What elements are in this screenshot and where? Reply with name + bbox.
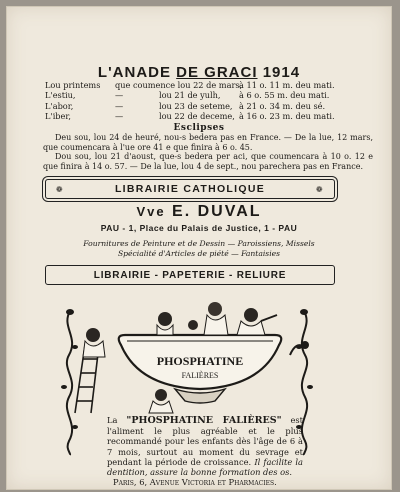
ornament-icon: ❁ xyxy=(56,184,65,194)
season-row xyxy=(45,101,375,111)
advert-article: La xyxy=(107,415,118,425)
season-date: lou 23 de seteme, xyxy=(159,100,233,111)
season-time: à 16 o. 23 m. deu mati. xyxy=(239,110,335,121)
bowl-label: PHOSPHATINE xyxy=(156,354,244,368)
eclipses-paragraph: Deu sou, lou 24 de heuré, nou-s bedera pas en France. — De la lue, 12 mars, que coumencara à l'ue ore 41 e que finira à 6 o. 45. xyxy=(43,133,373,152)
season-row xyxy=(45,80,375,90)
librairie-footer: LIBRAIRIE - PAPETERIE - RELIURE xyxy=(93,269,287,281)
bookseller-name-text: E. DUVAL xyxy=(172,203,262,220)
phosphatine-illustration xyxy=(65,295,335,415)
advert-italic: Il facilite la dentition, assure la bonne formation des os. xyxy=(107,456,303,478)
season-name: Lou printems xyxy=(45,80,101,90)
season-name: L'estiu, xyxy=(45,90,76,101)
offering-line: Spécialité d'Articles de piété — Fantaisies xyxy=(117,248,281,258)
bookseller-name xyxy=(7,203,391,221)
season-date: que coumence lou 22 de mars, xyxy=(115,80,243,90)
bookseller-offerings xyxy=(7,239,391,258)
season-time: à 21 o. 34 m. deu sé. xyxy=(239,100,326,111)
seasons-table xyxy=(45,80,375,121)
bookseller-prefix: Vve xyxy=(136,204,166,219)
librairie-heading-box xyxy=(45,179,335,199)
advert-brand: "PHOSPHATINE FALIÈRES" xyxy=(126,415,282,426)
title-underlined: DE GRACI xyxy=(176,64,258,81)
season-time: à 11 o. 11 m. deu mati. xyxy=(239,80,335,90)
season-name: L'iber, xyxy=(45,110,72,121)
eclipses-paragraph: Dou sou, lou 21 d'aoust, que-s bedera per aci, que coumencara à 10 o. 12 e que finira à 14 o. 57. — De la lue, lou 4 de sept., nou parechera pas en France. xyxy=(43,152,373,171)
season-date: lou 22 de deceme, xyxy=(159,110,235,121)
advert-body: est l'aliment le plus agréable et le plus recommandé pour les enfants dès l'âge de 6 à 7 mois, surtout au moment du sevrage et pendant la période de croissance. xyxy=(107,415,303,467)
librairie-heading: LIBRAIRIE CATHOLIQUE xyxy=(114,183,266,195)
season-row xyxy=(45,111,375,121)
season-dash: — xyxy=(115,100,124,111)
bookseller-address: PAU - 1, Place du Palais de Justice, 1 - PAU xyxy=(100,223,298,233)
bowl-sublabel: FALIÈRES xyxy=(181,371,219,380)
season-dash: — xyxy=(115,110,124,121)
advert-text xyxy=(107,415,303,487)
season-name: L'abor, xyxy=(45,100,74,111)
season-time: à 6 o. 55 m. deu mati. xyxy=(239,90,330,101)
season-date: lou 21 de yulh, xyxy=(159,90,221,101)
eclipses-title: Esclipses xyxy=(173,123,225,133)
advert-footer: Paris, 6, Avenue Victoria et Pharmacies. xyxy=(113,477,277,488)
page-title xyxy=(7,64,391,81)
ornament-icon: ❁ xyxy=(315,184,324,194)
title-year: 1914 xyxy=(262,64,301,81)
almanac-page xyxy=(6,6,392,490)
season-dash: — xyxy=(115,90,124,101)
offering-line: Fournitures de Peinture et de Dessin — Paroissiens, Missels xyxy=(83,239,315,248)
title-prefix: L'ANADE xyxy=(97,64,171,81)
librairie-footer-box xyxy=(45,265,335,285)
season-row xyxy=(45,90,375,100)
eclipses-text xyxy=(43,133,373,171)
